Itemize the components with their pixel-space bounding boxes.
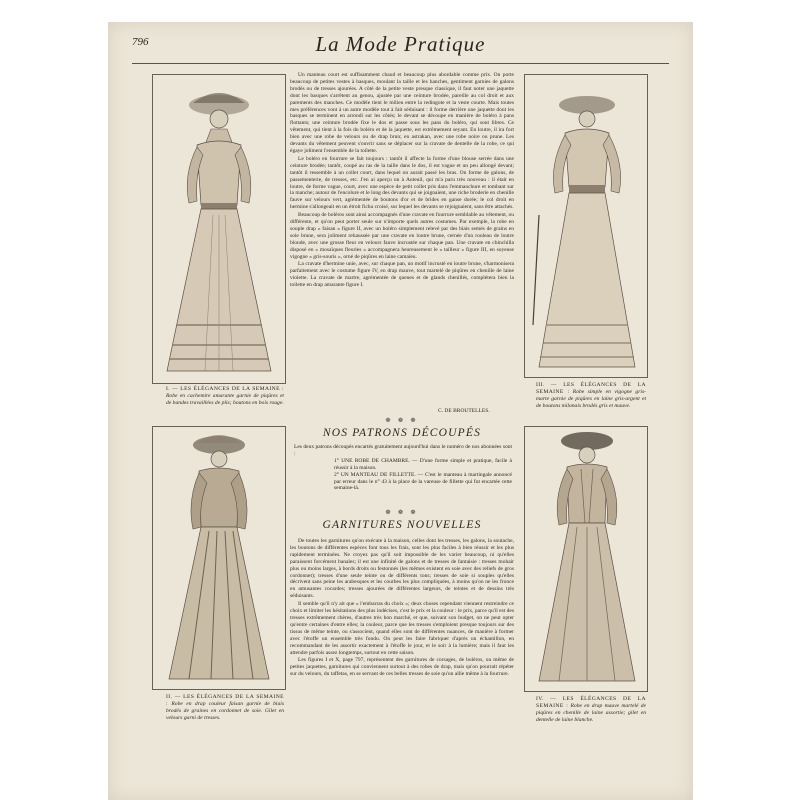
figure-1-caption-label: I. — LES ÉLÉGANCES DE LA SEMAINE : [166,386,284,392]
figure-4-caption-label: IV. — LES ÉLÉGANCES DE LA SEMAINE : [536,696,646,709]
figure-1-dress-drawing [153,75,285,383]
figure-4-dress-drawing [525,427,647,691]
article-paragraph-2: Le boléro en fourrure se fait toujours : tantôt il affecte la forme d'une blouse serrée dans une ceinture brodée; tantôt, coupé au ras de la taille dans le dos, il est vague et un peu allongé devant; tantôt il ressemble à un collet court, dans lequel on aurait passé les bras. On forme de galons, de passementerie, de tresses, etc. J'en ai aperçu un à Auteuil, qui m'a paru très nouveau : il était en loutre, de forme vague, court, avec une espèce de petit collet pris dans l'emmanchure et tombant sur la manche; autour de l'encolure et le long des devants qui se joignaient, une riche broderie en chenille fauve sur velours vert, agrémentée de boutons d'or et de brides en ganse dorée; le col droit en hermine s'allongeait en un étroit fichu croisé, sur lequel les devants se rejoignaient, sans être attachés. [290,155,514,211]
page-number: 796 [132,36,149,48]
garnitures-paragraph-2: Il semble qu'il n'y ait que « l'embarras du choix »; deux choses cependant viennent restreindre ce choix et limiter les hésitations des plus indécises, c'est le prix et la couleur : le prix, parce qu'il est des tresses extrêmement chères, d'autres très bon marché, et que, suivant son budget, on ne peut opter qu'entre certaines d'entre elles; la couleur, parce que les tresses s'emploient presque toujours sur des tissus de même teinte, ou s'associent, quand elles sont de différentes nuances, de manière à former avec l'étoffe un ensemble très fondu. On peut les faire fabriquer d'après un échantillon, en recommandant de les assortir exactement à l'étoffe le jour, et le soir à la lumière; mais il faut les attendre parfois assez longtemps, surtout en cette saison. [290,601,514,656]
magazine-page [108,22,693,800]
patrons-item-1: 1° UNE ROBE DE CHAMBRE. — D'une forme simple et pratique, facile à réussir à la maison. [334,457,512,471]
figure-3-caption-label: III. — LES ÉLÉGANCES DE LA SEMAINE : [536,382,646,395]
figure-1-caption [166,386,284,407]
article-paragraph-3: Beaucoup de boléros sont ainsi accompagnés d'une cravate en fourrure semblable au vêtement, ou différente, et qu'on peut porter seule sur n'importe quels autres costumes. Par exemple, la robe en souple drap « faisan » figure II, avec un boléro simplement relevé par des biais semés de grains en soie brune, sera joliment rehaussée par une cravate en loutre brune, cernée d'un rouleau de loutre blonde, avec une grosse fleur en velours fauve incrustée sur chaque pan. Une cravate en chinchilla disposé en « mosaïques fleuries » accompagnera heureusement le « tailleur » figure III, en soyeuse vigogne « gris-souris », orné de piqûres en laine camaïeu. [290,212,514,260]
article-column [290,72,514,412]
figure-3-caption-text: Robe simple en vigogne gris-marte garnie de piqûres en laine gris-argent et de boutons milanais brodés gris et mauve. [536,389,646,409]
section-ornament: ❁ ❁ ❁ [385,418,419,424]
figure-3-dress-drawing [525,75,647,377]
figure-3-caption [536,382,646,410]
section-ornament: ❁ ❁ ❁ [385,510,419,516]
figure-1-illustration [152,74,286,384]
garnitures-paragraph-3: Les figures I et X, page 797, représentent des garnitures de corsages, de boléros, ou même de petites jaquettes, garnitures qui conviennent surtout à des robes de drap, mais qu'on pourrait répéter sur du velours, du taffetas, en se servant de ces belles tresses de soie qu'on allie même à la fourrure. [290,657,514,678]
section-title-garnitures: GARNITURES NOUVELLES [322,519,482,531]
article-paragraph-4: La cravate d'hermine unie, avec, sur chaque pan, un motif incrusté en loutre brune, s'harmonisera parfaitement avec le costume figure IV, en drap mauve, tout martelé de piqûres en chenille de laine violette. La cravate de martre, agrémentée de queues et de glands chenillés, complétera bien la toilette en drap amarante figure I. [290,261,514,289]
figure-2-illustration [152,426,286,690]
figure-4-illustration [524,426,648,692]
garnitures-column [290,538,514,800]
patrons-item-2: 2° UN MANTEAU DE FILLETTE. — C'est le manteau à martingale annoncé par erreur dans le n° 43 à la place de la vareuse de fillette qui fut encartée cette semaine-là. [334,471,512,492]
header-rule [132,63,669,64]
patrons-intro: Les deux patrons découpés encartés gratuitement aujourd'hui dans le numéro de nos abonnées sont : [294,444,512,457]
figure-4-caption [536,696,646,724]
figure-1-caption-text: Robe en cachemire amarante garnie de piqûres et de bandes travaillées de plis; boutons en bois rouge. [166,393,284,406]
masthead: La Mode Pratique [315,32,486,56]
figure-2-caption-text: Robe en drap couleur faisan garnie de biais brodés de graines en cordonnet de soie. Gilet en velours garni de tresses. [166,701,285,721]
article-signature: C. DE BROUTELLES. [438,408,490,414]
figure-2-caption [166,694,284,722]
figure-2-caption-label: II. — LES ÉLÉGANCES DE LA SEMAINE : [166,694,284,707]
figure-4-caption-text: Robe en drap mauve martelé de piqûres en chenille de laine assortie; gilet en dentelle de laine blanche. [536,703,646,723]
section-title-patrons: NOS PATRONS DÉCOUPÉS [322,427,482,439]
article-paragraph-1: Un manteau court est suffisamment chaud et beaucoup plus abordable comme prix. On porte beaucoup de petites vestes à basques, moulant la taille et les hanches, gentiment garnies de galons brodés ou de tresses ajourées. A côté de la petite veste presque classique, il faut noter une jaquette dont les basques s'arrêtent au genou, ajustée par une ceinture brodée, pareille au col droit et aux parements des manches. Ce modèle tient le milieu entre la redingote et la veste courte. Mais toutes mes préférences vont à un autre modèle tout à fait séduisant : il forme derrière une jaquette dont les basques se terminent en arrondi sur les côtés; le devant se découpe en manière de boléro à pans flottants; une ceinture brodée fixe le dos et passe sous les pans du boléro, qui sont libres. Ce vêtement, qui tient à la fois du boléro et de la jaquette, est extrêmement seyant. En loutre, il ira fort bien avec une robe de velours ou de drap brun; en astrakan, avec une robe noire ou prune. Les devants du vêtement peuvent s'ouvrir sans se déplacer sur la cravate de dentelle de la robe, ce qui égaye joliment l'ensemble de la toilette. [290,72,514,154]
garnitures-paragraph-1: De toutes les garnitures qu'on exécute à la maison, celles dont les tresses, les galons, la soutache, les boutons de différentes espèces font tous les frais, sont les plus faciles à bien réussir et les plus rapidement terminées. Ne croyez pas qu'il soit impossible de les varier beaucoup, ni qu'elles paraissent forcément banales; il est une infinité de galons et de tresses de fantaisie : tresses mohair plus ou moins larges, à bords droits ou festonnés (les mêmes existent en soie avec des reliefs de gros cordonnet); tresses d'une seule teinte ou de différents tons; tresses de soie si souples qu'elles décrivent sans peine les arabesques et les courbes les plus compliquées, à moins qu'on ne les fronce en amusantes cocardes; tresses ajourées de différentes largeurs, de teintes et de dessins très séduisants. [290,538,514,600]
figure-3-illustration [524,74,648,378]
figure-2-dress-drawing [153,427,285,689]
patrons-text [294,444,512,492]
